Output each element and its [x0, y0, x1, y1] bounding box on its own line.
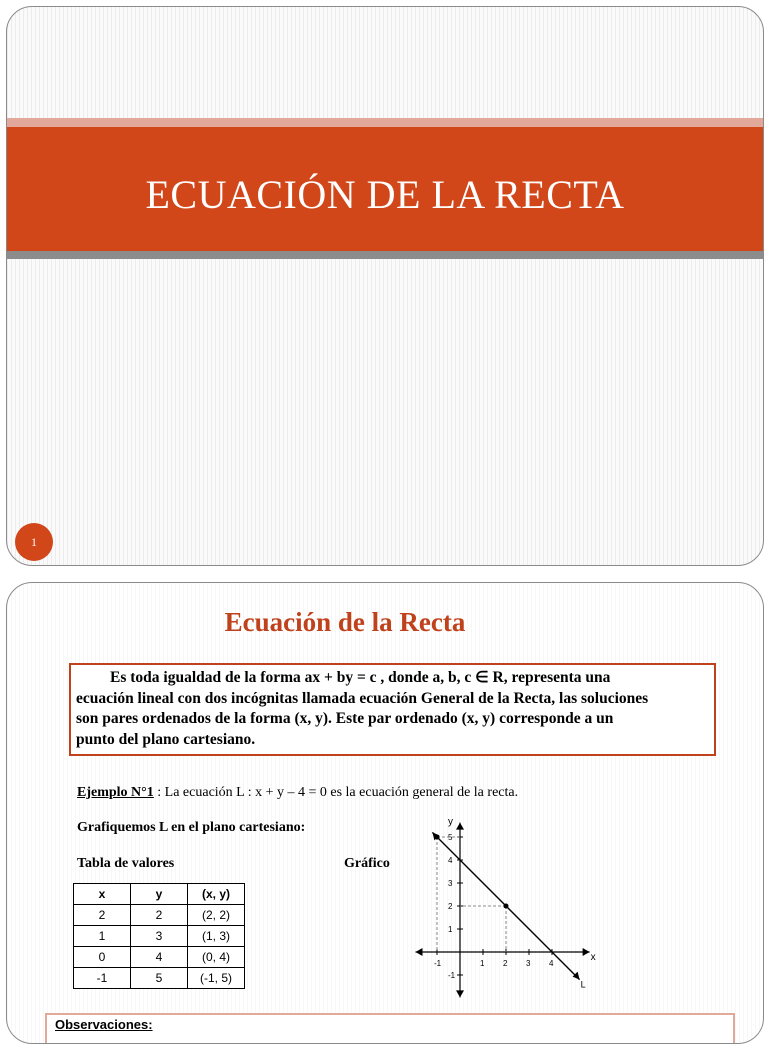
table-header-cell: y	[131, 884, 188, 905]
table-cell: 4	[131, 947, 188, 968]
table-header-cell: (x, y)	[188, 884, 245, 905]
definition-box	[69, 663, 716, 756]
table-cell: 1	[74, 926, 131, 947]
table-header-row	[74, 884, 245, 905]
x-tick-label: 2	[503, 959, 508, 968]
graph-instruction: Grafiquemos L en el plano cartesiano:	[77, 820, 306, 835]
table-row	[74, 968, 245, 989]
table-cell: 2	[74, 905, 131, 926]
title-band-shadow	[7, 251, 763, 259]
table-cell: (2, 2)	[188, 905, 245, 926]
table-cell: 3	[131, 926, 188, 947]
title-slide	[6, 6, 764, 566]
y-tick-label: 3	[448, 879, 453, 888]
title-band-top-stripe	[7, 118, 763, 127]
example-label: Ejemplo N°1	[77, 785, 154, 800]
x-axis-arrow	[583, 948, 590, 956]
table-row	[74, 947, 245, 968]
definition-line	[76, 668, 709, 689]
content-slide	[6, 582, 764, 1044]
data-point	[435, 835, 440, 840]
x-axis-arrow-left	[416, 948, 423, 956]
x-axis-label: x	[590, 952, 596, 963]
definition-line: son pares ordenados de la forma (x, y). Este par ordenado (x, y) corresponde a un	[76, 710, 614, 727]
slide-number-badge: 1	[15, 523, 53, 561]
table-cell: 5	[131, 968, 188, 989]
table-cell: -1	[74, 968, 131, 989]
slide-title: ECUACIÓN DE LA RECTA	[145, 172, 625, 217]
table-cell: (-1, 5)	[188, 968, 245, 989]
y-tick-label: 4	[448, 856, 453, 865]
table-cell: (1, 3)	[188, 926, 245, 947]
y-tick-label: -1	[448, 971, 456, 980]
example-line	[77, 785, 518, 801]
table-row	[74, 905, 245, 926]
y-tick-label: 5	[448, 833, 453, 842]
line-graph	[377, 809, 597, 1005]
x-tick-label: -1	[434, 959, 442, 968]
table-row	[74, 926, 245, 947]
graph-label: Gráfico	[344, 856, 390, 871]
y-tick-label: 2	[448, 902, 453, 911]
values-table	[73, 883, 245, 989]
x-tick-label: 1	[480, 959, 485, 968]
table-header-cell: x	[74, 884, 131, 905]
observations-label: Observaciones:	[55, 1017, 153, 1032]
definition-line: ecuación lineal con dos incógnitas llamada ecuación General de la Recta, las soluciones	[76, 689, 649, 707]
observations-box	[45, 1013, 735, 1044]
table-cell: 0	[74, 947, 131, 968]
data-point	[504, 904, 509, 909]
table-cell: 2	[131, 905, 188, 926]
table-cell: (0, 4)	[188, 947, 245, 968]
y-axis-arrow	[456, 823, 464, 830]
example-text: : La ecuación L : x + y – 4 = 0 es la ecuación general de la recta.	[153, 785, 519, 800]
table-label: Tabla de valores	[77, 856, 175, 871]
x-tick-label: 3	[526, 959, 531, 968]
line-l-label: L	[580, 979, 586, 990]
definition-line: punto del plano cartesiano.	[76, 730, 256, 748]
definition-text: Es toda igualdad de la forma ax + by = c , donde a, b, c ∈ R, representa una	[110, 669, 611, 686]
y-axis-label: y	[448, 816, 453, 828]
x-tick-label: 4	[549, 959, 554, 968]
y-tick-label: 1	[448, 925, 453, 934]
y-axis-arrow-bottom	[456, 990, 464, 997]
content-slide-title: Ecuación de la Recta	[224, 607, 466, 637]
